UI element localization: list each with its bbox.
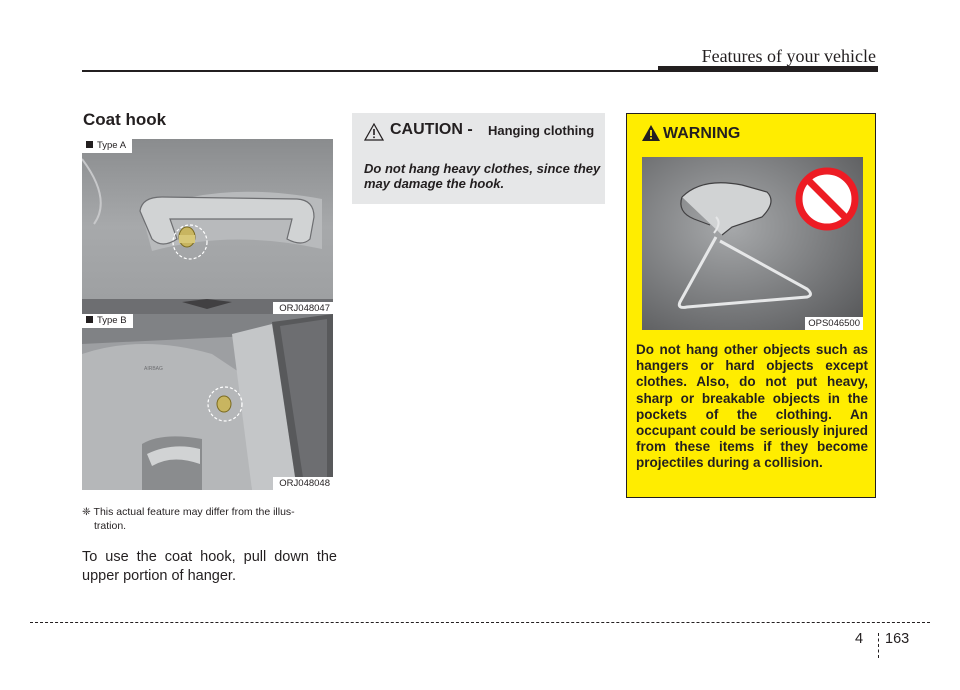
running-header: Features of your vehicle [701,46,876,66]
caution-label: CAUTION - [390,121,473,138]
hanger-prohibited-illustration [642,157,863,330]
section-title: Coat hook [83,110,167,129]
header-rule-accent [658,66,878,71]
warning-figure [642,157,863,330]
caution-box [352,113,605,204]
chapter-number: 4 [855,631,864,647]
warning-box [626,113,876,498]
figure-type-label: Type B [82,314,133,328]
bullet-square-icon [86,141,93,148]
warning-text: Do not hang other objects such as hangers or hard objects except clothes. Also, do not put heavy, sharp or breakable objects in the pockets of the clothing. An occupant could be seriously injured from these items if they become projectiles during a collision. [636,342,868,471]
illustration-note: ❈ This actual feature may differ from the illus- tration. [82,506,295,532]
note-symbol: ❈ [82,506,91,518]
caution-text: Do not hang heavy clothes, since they may damage the hook. [364,161,601,191]
warning-label: WARNING [663,125,741,142]
body-paragraph: To use the coat hook, pull down the upper portion of hanger. [82,549,337,584]
bullet-square-icon [86,316,93,323]
figure-type-label: Type A [82,139,132,153]
figure-code: ORJ048047 [273,302,333,315]
airbag-mark: AIRBAG [144,366,163,372]
figure-type-b [82,314,333,490]
footer-divider [878,633,879,658]
warning-triangle-icon [641,124,661,142]
caution-subtitle: Hanging clothing [488,123,595,138]
figure-type-a [82,139,333,315]
figure-code: OPS046500 [805,317,863,330]
figure-code: ORJ048048 [273,477,333,490]
page-number: 163 [885,631,910,647]
footer-rule [30,622,930,623]
caution-triangle-icon [364,123,384,141]
coat-hook-type-a-illustration [82,139,333,315]
coat-hook-type-b-illustration [82,314,333,490]
